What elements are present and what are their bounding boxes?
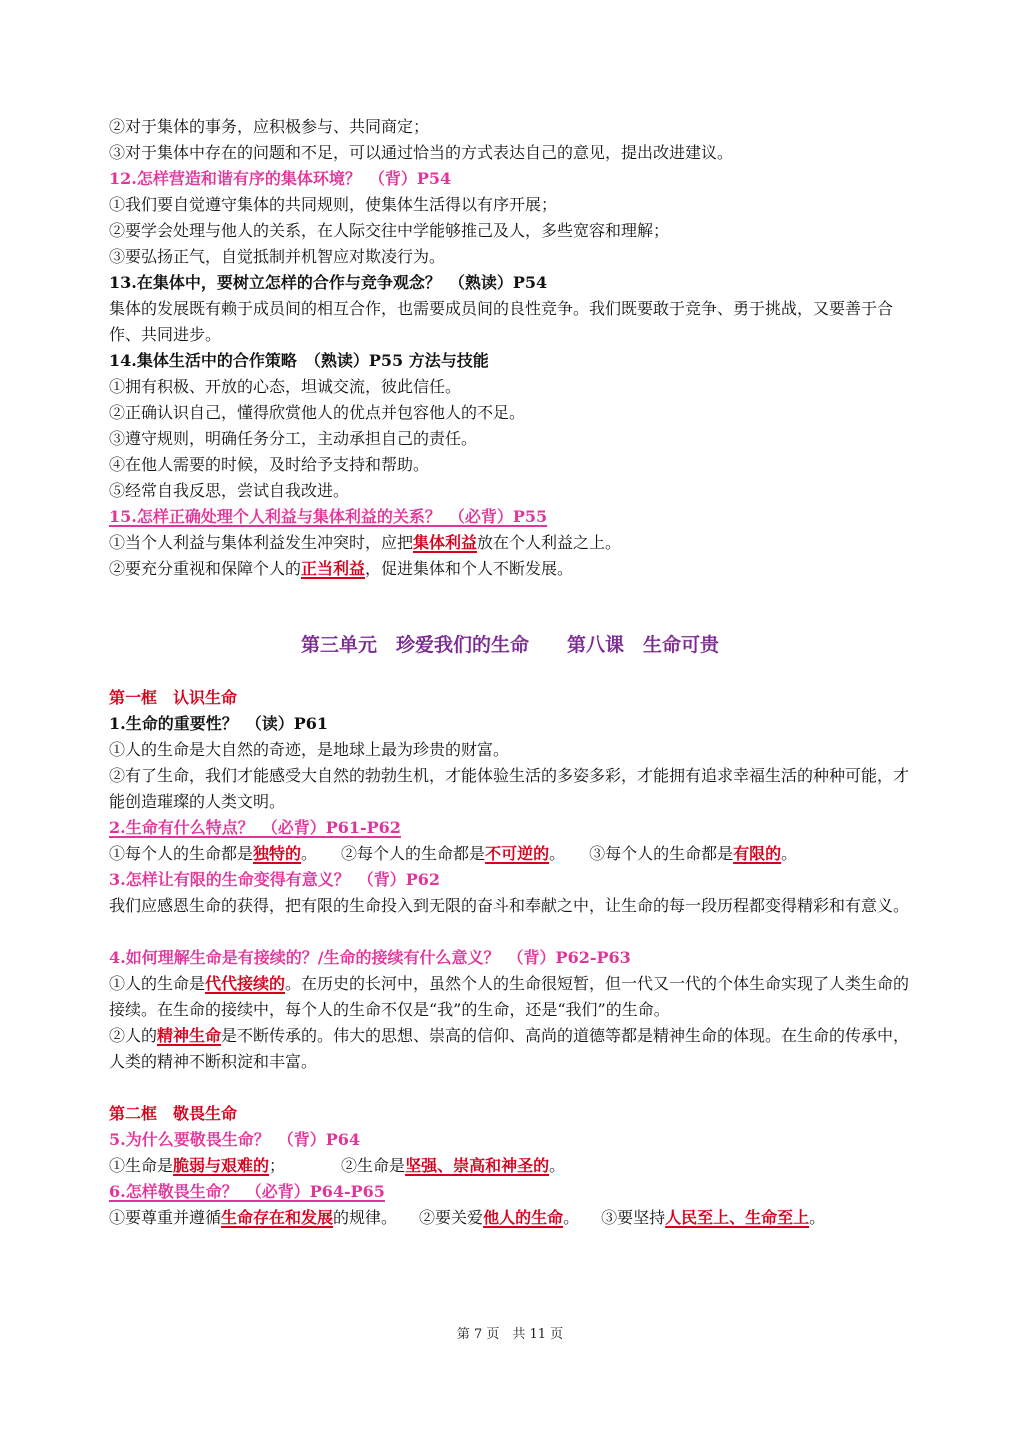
question-heading-14: 14.集体生活中的合作策略 （熟读）P55 方法与技能	[109, 351, 489, 370]
question-heading-13: 13.在集体中，要树立怎样的合作与竞争观念？ （熟读）P54	[109, 273, 548, 292]
text-line: ③遵守规则，明确任务分工，主动承担自己的责任。	[109, 429, 478, 448]
question-heading-2: 2.生命有什么特点？ （必背）P61-P62	[109, 818, 401, 837]
text-segment: 。	[563, 1208, 580, 1227]
paragraph	[109, 1023, 919, 1075]
text-segment: ②生命是	[341, 1156, 406, 1175]
keyword: 精神生命	[157, 1026, 222, 1045]
question-heading-5: 5.为什么要敬畏生命？ （背）P64	[109, 1130, 361, 1149]
keyword: 脆弱与艰难的	[173, 1156, 270, 1175]
text-segment: ，促进集体和个人不断发展。	[365, 559, 574, 578]
text-line	[109, 530, 919, 556]
question-heading-6: 6.怎样敬畏生命？ （必背）P64-P65	[109, 1182, 385, 1201]
text-line: ②正确认识自己，懂得欣赏他人的优点并包容他人的不足。	[109, 403, 526, 422]
keyword: 独特的	[253, 844, 302, 863]
text-segment: ③要坚持	[601, 1208, 666, 1227]
text-segment: ；	[269, 1156, 286, 1175]
paragraph: 我们应感恩生命的获得，把有限的生命投入到无限的奋斗和奉献之中，让生命的每一段历程都变得精彩和有意义。	[109, 896, 910, 915]
text-segment: ②人的	[109, 1026, 158, 1045]
text-line: ①我们要自觉遵守集体的共同规则，使集体生活得以有序开展；	[109, 195, 558, 214]
keyword: 人民至上、生命至上	[665, 1208, 810, 1227]
text-segment: ①每个人的生命都是	[109, 844, 254, 863]
section-heading: 第一框 认识生命	[109, 688, 238, 707]
text-segment: 。	[301, 844, 318, 863]
text-segment: ①生命是	[109, 1156, 174, 1175]
paragraph	[109, 971, 919, 1023]
text-line: ④在他人需要的时候，及时给予支持和帮助。	[109, 455, 430, 474]
keyword: 正当利益	[301, 559, 366, 578]
text-segment: ①当个人利益与集体利益发生冲突时，应把	[109, 533, 414, 552]
keyword: 生命存在和发展	[221, 1208, 334, 1227]
text-segment: 是不断传承的。伟大的思想、崇高的信仰、高尚的道德等都是精神生命的体现。在生命的传承中，人类的精神不断积淀和丰富。	[109, 1026, 910, 1071]
text-line: ②要学会处理与他人的关系，在人际交往中学能够推己及人，多些宽容和理解；	[109, 221, 670, 240]
text-line: ③要弘扬正气，自觉抵制并机智应对欺凌行为。	[109, 247, 446, 266]
text-line: ①人的生命是大自然的奇迹，是地球上最为珍贵的财富。	[109, 740, 510, 759]
section-heading: 第二框 敬畏生命	[109, 1104, 238, 1123]
text-segment: 。	[549, 1156, 566, 1175]
text-line	[109, 556, 919, 582]
text-line	[109, 1153, 919, 1179]
text-line	[109, 1205, 919, 1231]
question-heading-12: 12.怎样营造和谐有序的集体环境？ （背）P54	[109, 169, 452, 188]
text-segment: 。在历史的长河中，虽然个人的生命很短暂，但一代又一代的个体生命实现了人类生命的接续。在生命的接续中，每个人的生命不仅是“我”的生命，还是“我们”的生命。	[109, 974, 910, 1019]
keyword: 不可逆的	[485, 844, 550, 863]
keyword: 有限的	[733, 844, 782, 863]
text-line: ②对于集体的事务，应积极参与、共同商定；	[109, 117, 430, 136]
question-heading-1: 1.生命的重要性？ （读）P61	[109, 714, 329, 733]
text-segment: ②要关爱	[419, 1208, 484, 1227]
page-footer: 第 7 页 共 11 页	[456, 1327, 564, 1342]
keyword: 代代接续的	[205, 974, 286, 993]
text-segment: ①人的生命是	[109, 974, 206, 993]
text-segment: 的规律。	[333, 1208, 398, 1227]
text-line: ③对于集体中存在的问题和不足，可以通过恰当的方式表达自己的意见，提出改进建议。	[109, 143, 734, 162]
text-segment: 。	[549, 844, 566, 863]
text-segment: 放在个人利益之上。	[477, 533, 622, 552]
question-heading-15: 15.怎样正确处理个人利益与集体利益的关系？ （必背）P55	[109, 507, 548, 526]
paragraph: 集体的发展既有赖于成员间的相互合作，也需要成员间的良性竞争。我们既要敢于竞争、勇于挑战，又要善于合作、共同进步。	[109, 299, 894, 344]
unit-title: 第三单元 珍爱我们的生命 第八课 生命可贵	[300, 634, 719, 656]
keyword: 他人的生命	[483, 1208, 564, 1227]
text-line: ①拥有积极、开放的心态，坦诚交流，彼此信任。	[109, 377, 462, 396]
text-segment: ①要尊重并遵循	[109, 1208, 222, 1227]
text-segment: 。	[781, 844, 798, 863]
text-line: ⑤经常自我反思，尝试自我改进。	[109, 481, 350, 500]
keyword: 集体利益	[413, 533, 478, 552]
question-heading-3: 3.怎样让有限的生命变得有意义？ （背）P62	[109, 870, 441, 889]
text-segment: 。	[809, 1208, 826, 1227]
text-segment: ②每个人的生命都是	[341, 844, 486, 863]
text-segment: ③每个人的生命都是	[589, 844, 734, 863]
paragraph: ②有了生命，我们才能感受大自然的勃勃生机，才能体验生活的多姿多彩，才能拥有追求幸福生活的种种可能，才能创造璀璨的人类文明。	[109, 766, 910, 811]
keyword: 坚强、崇高和神圣的	[405, 1156, 550, 1175]
text-segment: ②要充分重视和保障个人的	[109, 559, 302, 578]
question-heading-4: 4.如何理解生命是有接续的？/生命的接续有什么意义？ （背）P62-P63	[109, 948, 631, 967]
text-line	[109, 841, 919, 867]
